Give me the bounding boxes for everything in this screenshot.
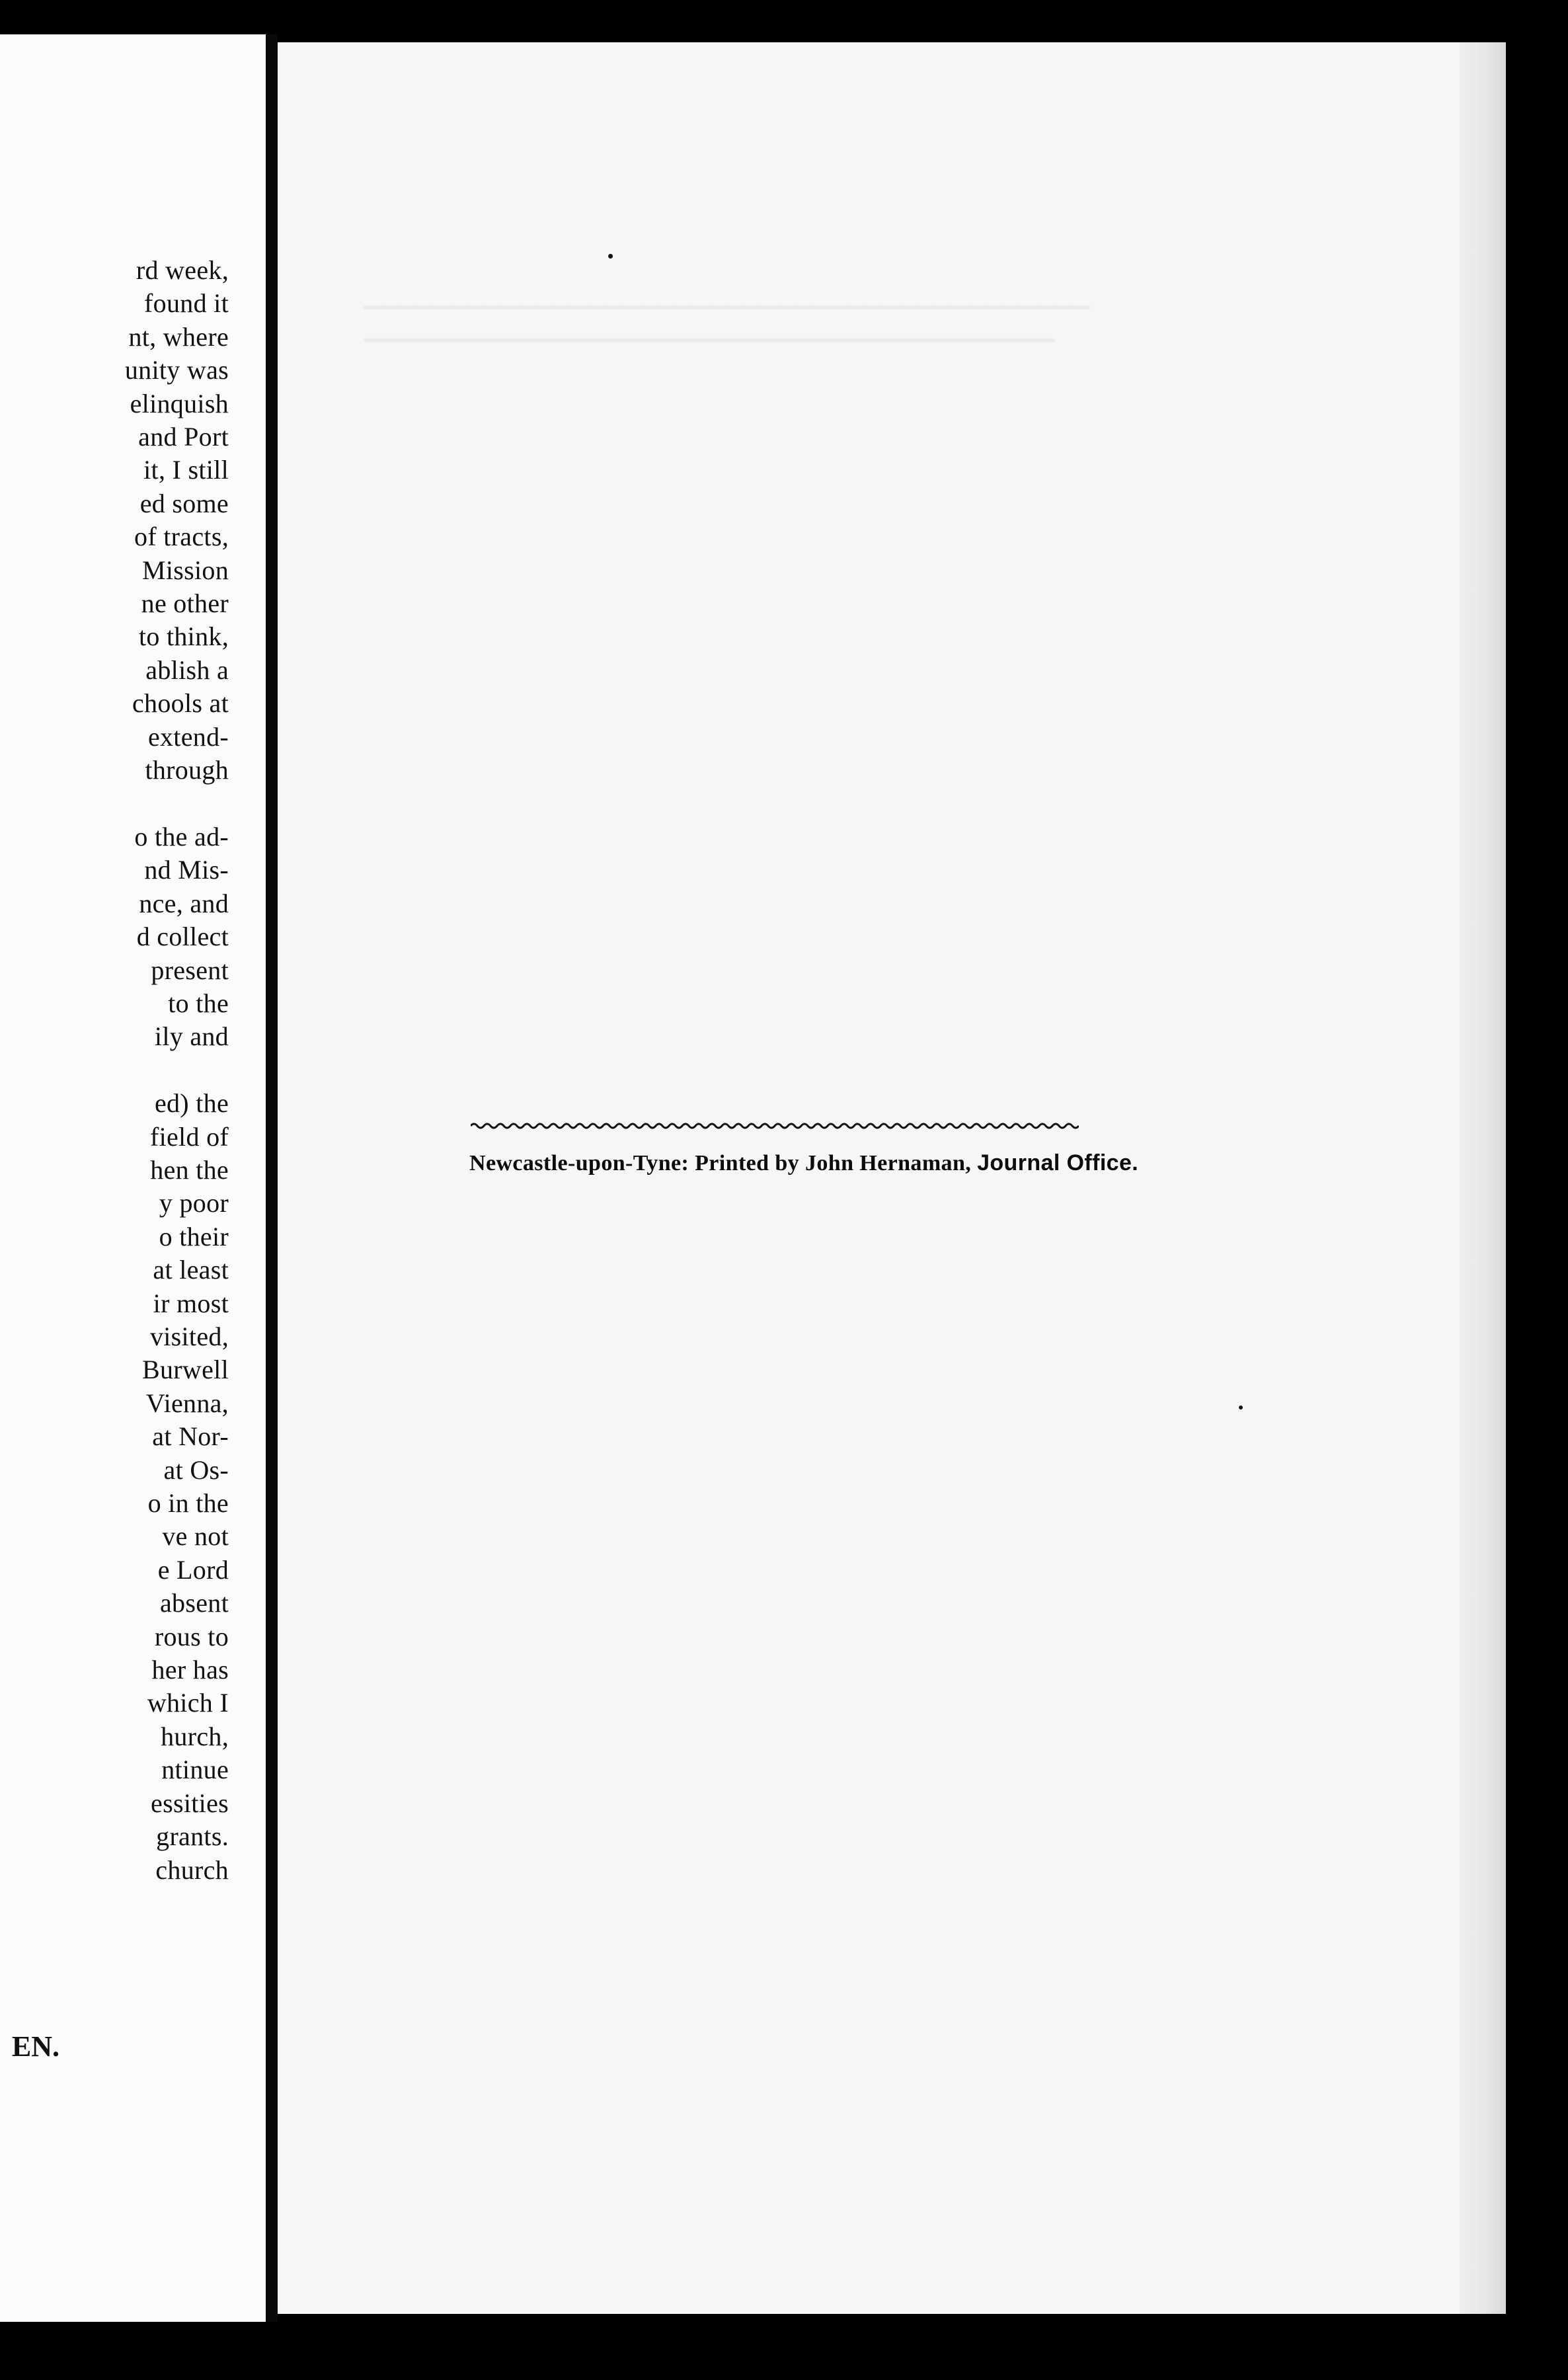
left-page-line: absent (160, 1588, 229, 1618)
left-page-line: at Nor- (152, 1421, 229, 1452)
left-page-line: through (145, 755, 229, 785)
left-page-line: to the (168, 988, 229, 1018)
left-page-line: field of (149, 1121, 229, 1152)
left-page-line: rous to (154, 1621, 229, 1651)
left-page-line: o their (159, 1221, 229, 1251)
imprint-office: Journal Office. (977, 1150, 1139, 1175)
wavy-rule (471, 1120, 1079, 1129)
left-page-line: ne other (141, 588, 229, 619)
left-page-line: church (155, 1854, 229, 1885)
left-page-line: elinquish (130, 388, 229, 418)
left-page-line: at Os- (163, 1454, 229, 1485)
page-edge-shadow (1460, 42, 1506, 2314)
left-page-line: her has (151, 1655, 229, 1685)
left-page-line: Mission (141, 555, 229, 585)
left-page-line: o the ad- (134, 821, 229, 852)
left-page-line: d collect (136, 922, 229, 952)
bleed-through-texture (364, 280, 1421, 346)
left-page-line: it, I still (143, 455, 229, 485)
left-page-signature: EN. (11, 2030, 59, 2063)
left-page-line: rd week, (136, 255, 229, 285)
left-page-line: extend- (147, 721, 229, 752)
left-page (0, 34, 266, 2322)
left-page-line: ed) the (154, 1088, 229, 1119)
left-page-line: nt, where (128, 321, 229, 352)
binding-gutter (266, 34, 278, 2322)
left-page-line: which I (147, 1688, 229, 1718)
left-page-line (125, 787, 229, 820)
left-page-line: Burwell (142, 1355, 229, 1385)
left-page-line: ed some (139, 488, 229, 518)
left-page-line: Vienna, (145, 1388, 229, 1418)
printer-imprint (469, 1150, 1138, 1176)
left-page-text-column (125, 254, 229, 1887)
left-page-line: ablish a (145, 654, 229, 685)
ink-speck (1239, 1406, 1243, 1409)
left-page-line: grants. (156, 1821, 229, 1852)
left-page-line: hurch, (161, 1721, 229, 1751)
left-page-line: found it (144, 288, 229, 319)
left-page-line: and Port (138, 422, 229, 452)
ink-speck (608, 254, 613, 258)
left-page-line (125, 1054, 229, 1087)
left-page-line: visited, (149, 1322, 229, 1351)
left-page-line: hen the (150, 1154, 229, 1185)
left-page-line: o in the (147, 1488, 229, 1519)
left-page-line: of tracts, (134, 522, 229, 552)
left-page-line: ntinue (161, 1755, 229, 1785)
left-page-line: chools at (132, 688, 229, 719)
left-page-line: nd Mis- (144, 855, 229, 885)
left-page-line: essities (151, 1788, 229, 1818)
left-page-line: unity was (124, 355, 229, 385)
left-page-line: ve not (162, 1521, 229, 1552)
left-page-line: to think, (138, 621, 229, 652)
right-page (278, 42, 1506, 2314)
left-page-line: ily and (154, 1021, 229, 1052)
left-page-line: nce, and (139, 888, 229, 918)
left-page-line: e Lord (157, 1554, 229, 1585)
imprint-text: Newcastle-upon-Tyne: Printed by John Hernaman, (469, 1151, 972, 1175)
left-page-line: at least (153, 1255, 229, 1285)
left-page-line: ir most (153, 1288, 229, 1318)
left-page-line: present (151, 955, 229, 985)
left-page-line: y poor (159, 1188, 229, 1218)
